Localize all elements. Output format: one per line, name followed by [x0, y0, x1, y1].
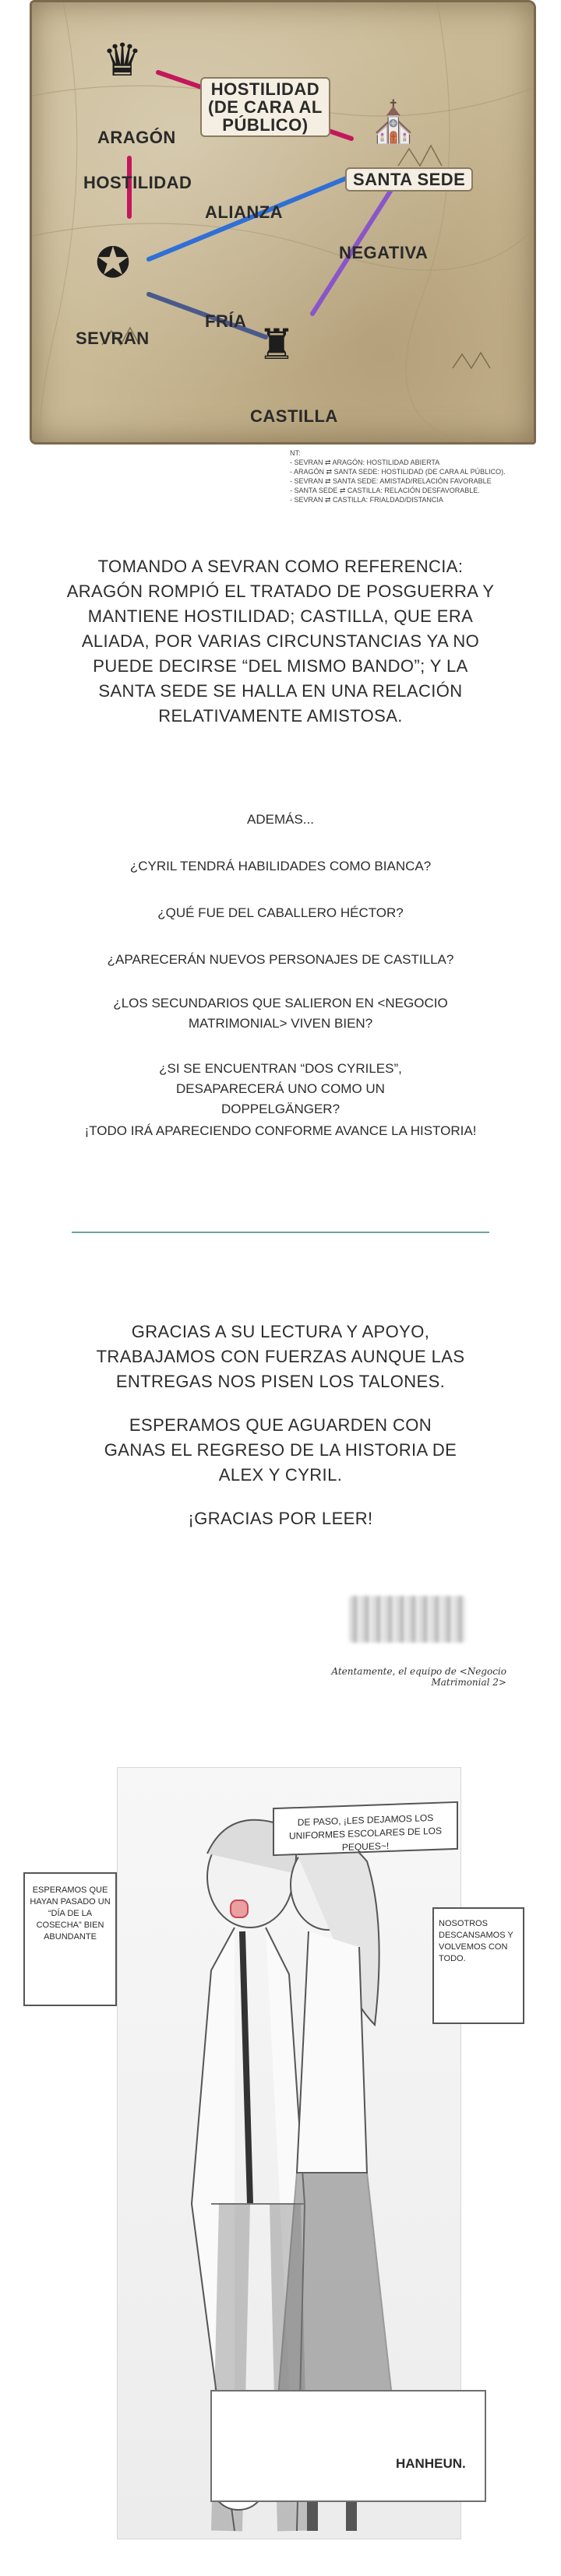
nt-line: - SEVRAN ⇄ CASTILLA: FRIALDAD/DISTANCIA: [290, 496, 443, 504]
label-hostilidad-left: HOSTILIDAD: [83, 173, 192, 192]
signoff-text: Atentamente, el equipo de <Negocio Matrimonial 2>: [331, 1666, 506, 1688]
closing-hope: [62, 1413, 499, 1488]
closing-thanks: [62, 1320, 499, 1394]
label-alianza: ALIANZA: [205, 202, 284, 222]
question-item: ¿CYRIL TENDRÁ HABILIDADES COMO BIANCA?: [129, 859, 432, 873]
closing-thanks-text: GRACIAS A SU LECTURA Y APOYO, TRABAJAMOS CON FUERZAS AUNQUE LAS ENTREGAS NOS PISEN LOS TALONES.: [96, 1322, 465, 1391]
closing-bye-text: ¡GRACIAS POR LEER!: [188, 1509, 373, 1528]
closing-bye: [62, 1506, 499, 1531]
question-item: ¡TODO IRÁ APARECIENDO CONFORME AVANCE LA HISTORIA!: [84, 1123, 477, 1138]
banner-caption: DE PASO, ¡LES DEJAMOS LOS UNIFORMES ESCOLARES DE LOS PEQUES~!: [273, 1801, 458, 1856]
intro-text: TOMANDO A SEVRAN COMO REFERENCIA: ARAGÓN ROMPIÓ EL TRATADO DE POSGUERRA Y MANTIENE HOSTILIDAD; CASTILLA, QUE ERA ALIADA, POR VARIAS CIRCUNSTANCIAS YA NO PUEDE DECIRSE “DEL MISMO BANDO”; Y LA SANTA SEDE SE HALLA EN UNA RELACIÓN RELATIVAMENTE AMISTOSA.: [66, 557, 495, 726]
santa-sede-castle-icon: ⛪: [368, 99, 419, 146]
translator-note: [290, 448, 524, 504]
questions-list: [62, 810, 499, 1168]
label-santa-sede: SANTA SEDE: [345, 167, 473, 192]
label-sevran: SEVRAN: [76, 329, 150, 348]
footer-panel: [210, 2390, 486, 2502]
label-negativa: NEGATIVA: [339, 243, 429, 262]
question-item: ¿QUÉ FUE DEL CABALLERO HÉCTOR?: [157, 905, 404, 920]
right-caption: NOSOTROS DESCANSAMOS Y VOLVEMOS CON TODO.: [432, 1907, 524, 2024]
nt-line: - SEVRAN ⇄ SANTA SEDE: AMISTAD/RELACIÓN FAVORABLE: [290, 477, 492, 485]
questions-heading: ADEMÁS...: [247, 812, 314, 827]
left-caption: ESPERAMOS QUE HAYAN PASADO UN “DÍA DE LA COSECHA” BIEN ABUNDANTE: [23, 1872, 117, 2006]
nt-line: - ARAGÓN ⇄ SANTA SEDE: HOSTILIDAD (DE CARA AL PÚBLICO).: [290, 468, 506, 476]
nt-line: NT:: [290, 449, 301, 457]
label-castilla: CASTILLA: [250, 406, 338, 426]
section-divider: [72, 1232, 489, 1233]
sevran-crest-icon: ✪: [95, 237, 131, 287]
question-item: ¿LOS SECUNDARIOS QUE SALIERON EN <NEGOCIO MATRIMONIAL> VIVEN BIEN?: [113, 996, 448, 1031]
label-aragon: ARAGÓN: [97, 128, 176, 147]
nt-line: - SEVRAN ⇄ ARAGÓN: HOSTILIDAD ABIERTA: [290, 459, 440, 466]
question-item: ¿SI SE ENCUENTRAN “DOS CYRILES”, DESAPARECERÁ UNO COMO UN DOPPELGÄNGER?: [159, 1061, 402, 1116]
label-hostilidad-public: HOSTILIDAD (DE CARA AL PÚBLICO): [200, 77, 330, 137]
aragon-eagle-icon: ♛: [102, 33, 143, 86]
intro-paragraph: [62, 554, 499, 729]
nt-line: - SANTA SEDE ⇄ CASTILLA: RELACIÓN DESFAVORABLE.: [290, 487, 480, 494]
castilla-castle-icon: ♜: [257, 319, 296, 369]
footer-name: HANHEUN.: [396, 2456, 466, 2471]
signature-blurred: [349, 1596, 466, 1643]
closing-hope-text: ESPERAMOS QUE AGUARDEN CON GANAS EL REGRESO DE LA HISTORIA DE ALEX Y CYRIL.: [104, 1415, 457, 1485]
label-fria: FRÍA: [205, 311, 247, 331]
question-item: ¿APARECERÁN NUEVOS PERSONAJES DE CASTILLA?: [107, 952, 454, 967]
relations-map: [30, 0, 536, 445]
